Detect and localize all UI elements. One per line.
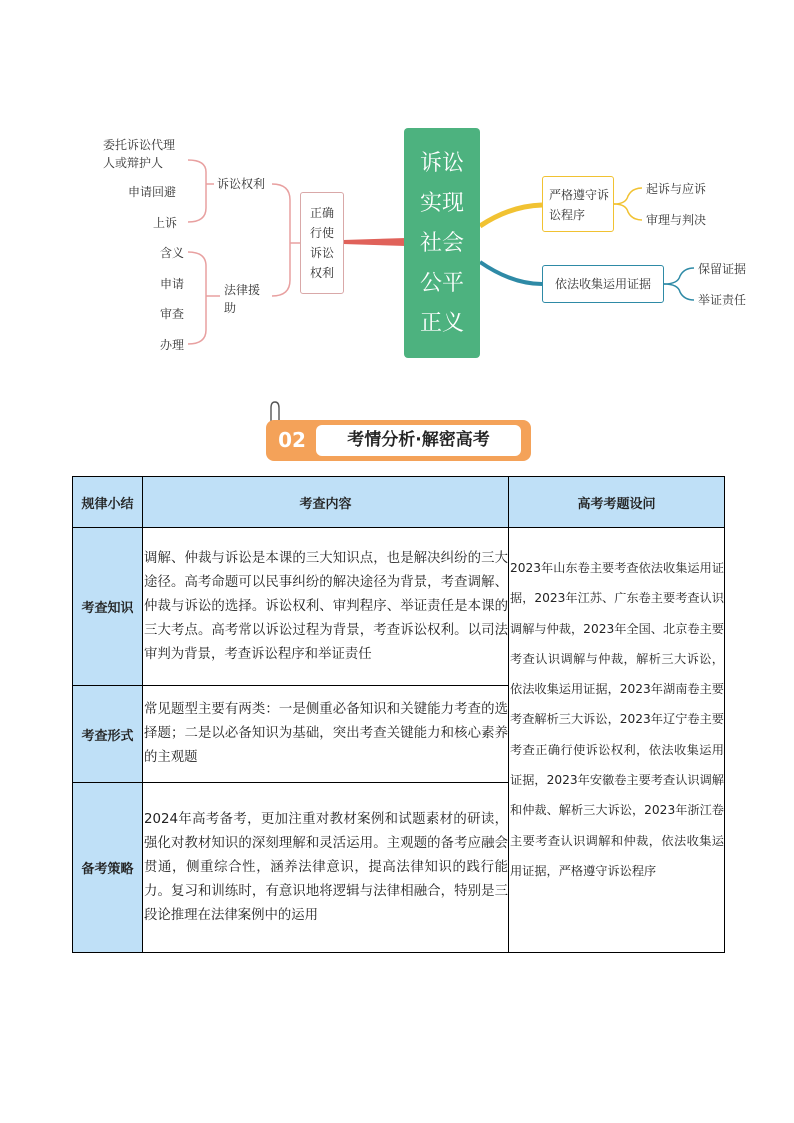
rights-item-appeal: 上诉 <box>153 216 178 230</box>
center-topic-box <box>404 128 480 358</box>
strict-procedure-box <box>542 176 614 232</box>
banner-title: 考情分析·解密高考 <box>316 425 521 456</box>
legal-aid-label: 法律援助 <box>224 283 261 315</box>
knowledge-text: 调解、仲裁与诉讼是本课的三大知识点，也是解决纠纷的三大途径。高考命题可以民事纠纷的解决途径为背景，考查调解、仲裁与诉讼的选择。诉讼权利、审判程序、举证责任是本课的三大考点。高考常以诉讼过程为背景，考查诉讼权利。以司法审判为背景，考查诉讼程序和举证责任 <box>144 550 508 662</box>
right1-item-trial: 审理与判决 <box>646 213 707 227</box>
header-content: 考查内容 <box>143 477 509 528</box>
center-right2-link <box>480 262 542 284</box>
table-row <box>73 528 725 686</box>
table-header-row <box>73 477 725 528</box>
left-main-brace <box>272 184 290 296</box>
legal-aid-brace <box>188 252 206 344</box>
center-line-5: 正义 <box>419 311 464 336</box>
center-line-2: 实现 <box>419 191 464 216</box>
left-box-line-1: 正确 <box>309 206 334 220</box>
row-label-form: 考查形式 <box>73 686 143 783</box>
right2-brace <box>664 268 694 284</box>
center-line-3: 社会 <box>419 231 464 256</box>
row-content-form <box>143 686 509 783</box>
center-line-1: 诉讼 <box>419 151 464 176</box>
right1-brace <box>614 188 642 204</box>
rights-item-recusal: 申请回避 <box>128 185 177 199</box>
legal-aid-item-apply: 申请 <box>160 277 185 291</box>
collect-evidence-box <box>542 265 664 303</box>
strategy-text: 2024年高考备考，更加注重对教材案例和试题素材的研读，强化对教材知识的深刻理解和灵活运用。主观题的备考应融会贯通，侧重综合性，涵养法律意识，提高法律知识的践行能力。复习和训练时，有意识地将逻辑与法律相融合，特别是三段论推理在法律案例中的运用 <box>144 811 508 923</box>
right2-item-keep: 保留证据 <box>698 262 747 276</box>
row-label-strategy: 备考策略 <box>73 783 143 953</box>
header-questions: 高考考题设问 <box>509 477 725 528</box>
header-summary: 规律小结 <box>73 477 143 528</box>
right2-brace-b <box>664 284 694 300</box>
right2-item-burden: 举证责任 <box>698 293 747 307</box>
exam-questions-cell <box>509 528 725 953</box>
section-banner <box>266 414 531 463</box>
collect-evidence-label: 依法收集运用证据 <box>554 277 651 291</box>
left-box-line-3: 诉讼 <box>309 246 334 260</box>
exam-analysis-table <box>72 476 725 953</box>
strict-procedure-label: 严格遵守诉讼程序 <box>549 188 610 222</box>
form-text: 常见题型主要有两类：一是侧重必备知识和关键能力考查的选择题；二是以必备知识为基础，突出考查关键能力和核心素养的主观题 <box>144 702 508 765</box>
center-left-link <box>343 238 406 246</box>
rights-brace <box>188 160 206 222</box>
left-box-line-4: 权利 <box>309 266 334 280</box>
row-label-knowledge: 考查知识 <box>73 528 143 686</box>
legal-aid-item-review: 审查 <box>160 307 185 321</box>
left-box-line-2: 行使 <box>309 226 334 240</box>
row-content-strategy <box>143 783 509 953</box>
legal-aid-item-handle: 办理 <box>160 338 185 352</box>
banner-number: 02 <box>278 428 306 452</box>
rights-item-agent: 委托诉讼代理人或辩护人 <box>103 138 176 170</box>
center-line-4: 公平 <box>419 271 464 296</box>
exam-questions-text: 2023年山东卷主要考查依法收集运用证据，2023年江苏、广东卷主要考查认识调解与仲裁，2023年全国、北京卷主要考查认识调解与仲裁，解析三大诉讼，依法收集运用证据，2023年湖南卷主要考查解析三大诉讼，2023年辽宁卷主要考查正确行使诉讼权利，依法收集运用证据，2023年安徽卷主要考查认识调解和仲裁、解析三大诉讼，2023年浙江卷主要考查认识调解和仲裁，依法收集运用证据，严格遵守诉讼程序 <box>510 561 724 878</box>
right1-item-sue: 起诉与应诉 <box>646 182 707 196</box>
row-content-knowledge <box>143 528 509 686</box>
correct-exercise-rights-box <box>300 192 344 294</box>
center-right1-link <box>480 205 542 226</box>
legal-aid-item-meaning: 含义 <box>160 246 185 260</box>
right1-brace-b <box>614 204 642 220</box>
rights-label: 诉讼权利 <box>217 177 266 191</box>
